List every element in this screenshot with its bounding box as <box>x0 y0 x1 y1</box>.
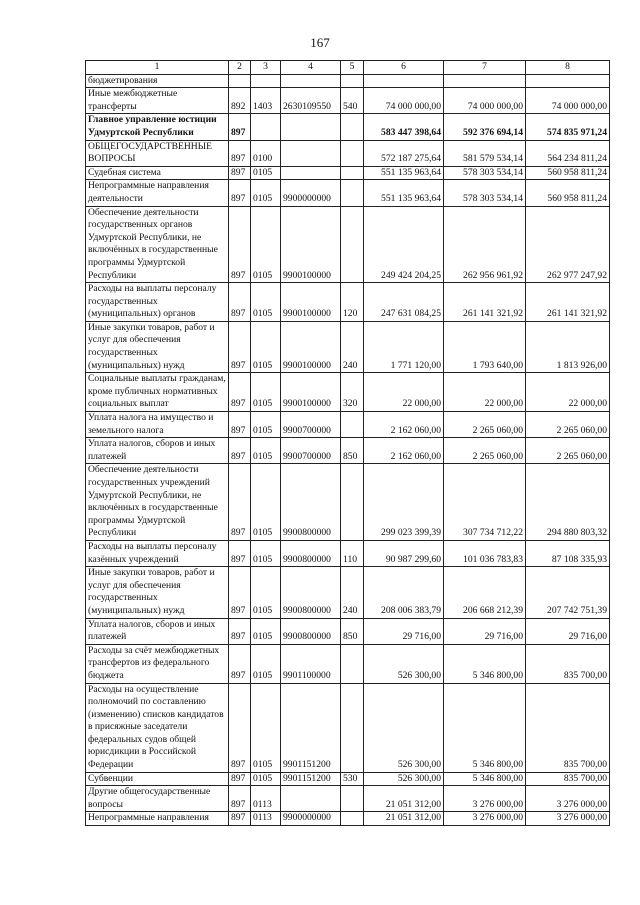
table-row <box>86 88 610 114</box>
amount-col7-cell: 22 000,00 <box>444 373 526 412</box>
expense-type-cell <box>341 166 364 180</box>
expense-type-cell <box>341 206 364 283</box>
amount-col6-cell: 2 162 060,00 <box>364 438 444 464</box>
admin-code-cell: 897 <box>229 567 251 618</box>
amount-col6-cell: 22 000,00 <box>364 373 444 412</box>
table-row <box>86 683 610 772</box>
section-code-cell: 0105 <box>251 373 281 412</box>
amount-col8-cell: 262 977 247,92 <box>526 206 610 283</box>
amount-col6-cell: 247 631 084,25 <box>364 283 444 322</box>
table-row <box>86 786 610 812</box>
admin-code-cell: 897 <box>229 114 251 140</box>
expense-type-cell: 320 <box>341 373 364 412</box>
target-article-cell: 9900800000 <box>281 464 341 541</box>
amount-col8-cell <box>526 74 610 88</box>
expense-type-cell <box>341 464 364 541</box>
target-article-cell: 9901151200 <box>281 772 341 786</box>
section-code-cell: 0100 <box>251 140 281 166</box>
column-header: 5 <box>341 61 364 75</box>
table-row <box>86 74 610 88</box>
admin-code-cell: 897 <box>229 786 251 812</box>
table-row <box>86 618 610 644</box>
section-code-cell: 0113 <box>251 812 281 826</box>
row-name-cell: Расходы на выплаты персоналу казённых учреждений <box>86 540 229 566</box>
target-article-cell: 9900800000 <box>281 540 341 566</box>
target-article-cell: 9901100000 <box>281 644 341 683</box>
amount-col7-cell: 3 276 000,00 <box>444 786 526 812</box>
table-row <box>86 140 610 166</box>
amount-col7-cell: 3 276 000,00 <box>444 812 526 826</box>
target-article-cell <box>281 114 341 140</box>
column-header: 3 <box>251 61 281 75</box>
target-article-cell: 9900800000 <box>281 567 341 618</box>
amount-col7-cell: 101 036 783,83 <box>444 540 526 566</box>
section-code-cell: 1403 <box>251 88 281 114</box>
amount-col6-cell: 526 300,00 <box>364 772 444 786</box>
section-code-cell: 0105 <box>251 438 281 464</box>
row-name-cell: Иные межбюджетные трансферты <box>86 88 229 114</box>
admin-code-cell: 897 <box>229 438 251 464</box>
target-article-cell: 9900100000 <box>281 283 341 322</box>
table-row <box>86 206 610 283</box>
admin-code-cell: 897 <box>229 644 251 683</box>
row-name-cell: Иные закупки товаров, работ и услуг для обеспечения государственных (муниципальных) нужд <box>86 321 229 372</box>
expense-type-cell <box>341 786 364 812</box>
amount-col6-cell: 526 300,00 <box>364 644 444 683</box>
table-row <box>86 644 610 683</box>
admin-code-cell: 897 <box>229 412 251 438</box>
amount-col8-cell: 835 700,00 <box>526 683 610 772</box>
amount-col7-cell: 592 376 694,14 <box>444 114 526 140</box>
expense-type-cell <box>341 812 364 826</box>
amount-col6-cell: 583 447 398,64 <box>364 114 444 140</box>
section-code-cell: 0105 <box>251 618 281 644</box>
budget-table <box>85 60 610 826</box>
section-code-cell: 0105 <box>251 644 281 683</box>
amount-col8-cell: 560 958 811,24 <box>526 180 610 206</box>
amount-col8-cell: 294 880 803,32 <box>526 464 610 541</box>
target-article-cell: 2630109550 <box>281 88 341 114</box>
target-article-cell <box>281 74 341 88</box>
expense-type-cell <box>341 140 364 166</box>
amount-col7-cell: 2 265 060,00 <box>444 412 526 438</box>
amount-col8-cell: 835 700,00 <box>526 644 610 683</box>
admin-code-cell: 897 <box>229 464 251 541</box>
row-name-cell: Расходы на выплаты персоналу государственных (муниципальных) органов <box>86 283 229 322</box>
section-code-cell: 0105 <box>251 206 281 283</box>
row-name-cell: Уплата налога на имущество и земельного налога <box>86 412 229 438</box>
amount-col8-cell: 74 000 000,00 <box>526 88 610 114</box>
expense-type-cell <box>341 74 364 88</box>
amount-col6-cell <box>364 74 444 88</box>
expense-type-cell: 850 <box>341 618 364 644</box>
amount-col8-cell: 87 108 335,93 <box>526 540 610 566</box>
expense-type-cell <box>341 412 364 438</box>
section-code-cell: 0105 <box>251 180 281 206</box>
row-name-cell: Другие общегосударственные вопросы <box>86 786 229 812</box>
row-name-cell: Субвенции <box>86 772 229 786</box>
admin-code-cell: 897 <box>229 180 251 206</box>
amount-col6-cell: 208 006 383,79 <box>364 567 444 618</box>
table-header-row <box>86 61 610 75</box>
amount-col8-cell: 1 813 926,00 <box>526 321 610 372</box>
amount-col7-cell: 581 579 534,14 <box>444 140 526 166</box>
row-name-cell: бюджетирования <box>86 74 229 88</box>
row-name-cell: Главное управление юстиции Удмуртской Республики <box>86 114 229 140</box>
target-article-cell: 9900000000 <box>281 812 341 826</box>
amount-col7-cell: 2 265 060,00 <box>444 438 526 464</box>
expense-type-cell <box>341 114 364 140</box>
section-code-cell <box>251 74 281 88</box>
expense-type-cell <box>341 683 364 772</box>
amount-col8-cell: 22 000,00 <box>526 373 610 412</box>
expense-type-cell <box>341 180 364 206</box>
amount-col7-cell: 206 668 212,39 <box>444 567 526 618</box>
table-row <box>86 412 610 438</box>
row-name-cell: Расходы за счёт межбюджетных трансфертов из федерального бюджета <box>86 644 229 683</box>
table-row <box>86 114 610 140</box>
amount-col7-cell: 578 303 534,14 <box>444 180 526 206</box>
admin-code-cell: 897 <box>229 683 251 772</box>
section-code-cell: 0105 <box>251 464 281 541</box>
row-name-cell: Обеспечение деятельности государственных учреждений Удмуртской Республики, не включённых в государственные программы Удмуртской Республики <box>86 464 229 541</box>
target-article-cell: 9900100000 <box>281 206 341 283</box>
section-code-cell: 0105 <box>251 321 281 372</box>
amount-col8-cell: 29 716,00 <box>526 618 610 644</box>
amount-col7-cell: 262 956 961,92 <box>444 206 526 283</box>
amount-col7-cell: 307 734 712,22 <box>444 464 526 541</box>
amount-col8-cell: 560 958 811,24 <box>526 166 610 180</box>
section-code-cell: 0105 <box>251 283 281 322</box>
target-article-cell: 9901151200 <box>281 683 341 772</box>
amount-col7-cell: 578 303 534,14 <box>444 166 526 180</box>
target-article-cell: 9900100000 <box>281 321 341 372</box>
amount-col8-cell: 835 700,00 <box>526 772 610 786</box>
target-article-cell: 9900800000 <box>281 618 341 644</box>
target-article-cell <box>281 786 341 812</box>
amount-col7-cell: 74 000 000,00 <box>444 88 526 114</box>
amount-col8-cell: 3 276 000,00 <box>526 812 610 826</box>
amount-col6-cell: 249 424 204,25 <box>364 206 444 283</box>
target-article-cell <box>281 140 341 166</box>
target-article-cell: 9900100000 <box>281 373 341 412</box>
admin-code-cell: 897 <box>229 206 251 283</box>
table-row <box>86 567 610 618</box>
row-name-cell: ОБЩЕГОСУДАРСТВЕННЫЕ ВОПРОСЫ <box>86 140 229 166</box>
amount-col6-cell: 551 135 963,64 <box>364 166 444 180</box>
section-code-cell: 0105 <box>251 412 281 438</box>
expense-type-cell: 850 <box>341 438 364 464</box>
section-code-cell: 0105 <box>251 567 281 618</box>
expense-type-cell: 240 <box>341 321 364 372</box>
column-header: 4 <box>281 61 341 75</box>
row-name-cell: Непрограммные направления <box>86 812 229 826</box>
admin-code-cell: 897 <box>229 812 251 826</box>
row-name-cell: Обеспечение деятельности государственных органов Удмуртской Республики, не включённых в государственные программы Удмуртской Республики <box>86 206 229 283</box>
section-code-cell: 0105 <box>251 683 281 772</box>
amount-col6-cell: 29 716,00 <box>364 618 444 644</box>
admin-code-cell: 897 <box>229 373 251 412</box>
table-row <box>86 464 610 541</box>
column-header: 6 <box>364 61 444 75</box>
amount-col6-cell: 2 162 060,00 <box>364 412 444 438</box>
row-name-cell: Иные закупки товаров, работ и услуг для обеспечения государственных (муниципальных) нужд <box>86 567 229 618</box>
column-header: 2 <box>229 61 251 75</box>
amount-col7-cell: 5 346 800,00 <box>444 772 526 786</box>
column-header: 1 <box>86 61 229 75</box>
amount-col6-cell: 572 187 275,64 <box>364 140 444 166</box>
target-article-cell: 9900700000 <box>281 438 341 464</box>
expense-type-cell: 540 <box>341 88 364 114</box>
amount-col6-cell: 551 135 963,64 <box>364 180 444 206</box>
amount-col6-cell: 21 051 312,00 <box>364 786 444 812</box>
section-code-cell <box>251 114 281 140</box>
expense-type-cell: 240 <box>341 567 364 618</box>
table-row <box>86 283 610 322</box>
table-row <box>86 321 610 372</box>
target-article-cell <box>281 166 341 180</box>
expense-type-cell: 530 <box>341 772 364 786</box>
row-name-cell: Непрограммные направления деятельности <box>86 180 229 206</box>
table-row <box>86 166 610 180</box>
admin-code-cell: 897 <box>229 166 251 180</box>
row-name-cell: Судебная система <box>86 166 229 180</box>
section-code-cell: 0105 <box>251 166 281 180</box>
amount-col7-cell <box>444 74 526 88</box>
table-row <box>86 373 610 412</box>
amount-col8-cell: 207 742 751,39 <box>526 567 610 618</box>
row-name-cell: Уплата налогов, сборов и иных платежей <box>86 438 229 464</box>
table-row <box>86 772 610 786</box>
amount-col8-cell: 3 276 000,00 <box>526 786 610 812</box>
amount-col8-cell: 261 141 321,92 <box>526 283 610 322</box>
amount-col8-cell: 2 265 060,00 <box>526 438 610 464</box>
amount-col7-cell: 261 141 321,92 <box>444 283 526 322</box>
amount-col8-cell: 574 835 971,24 <box>526 114 610 140</box>
row-name-cell: Расходы на осуществление полномочий по составлению (изменению) списков кандидатов в присяжные заседатели федеральных судов общей юрисдикции в Российской Федерации <box>86 683 229 772</box>
page-number: 167 <box>310 35 330 50</box>
amount-col6-cell: 74 000 000,00 <box>364 88 444 114</box>
expense-type-cell: 120 <box>341 283 364 322</box>
amount-col8-cell: 2 265 060,00 <box>526 412 610 438</box>
admin-code-cell: 897 <box>229 618 251 644</box>
expense-type-cell: 110 <box>341 540 364 566</box>
row-name-cell: Уплата налогов, сборов и иных платежей <box>86 618 229 644</box>
amount-col6-cell: 21 051 312,00 <box>364 812 444 826</box>
column-header: 8 <box>526 61 610 75</box>
expense-type-cell <box>341 644 364 683</box>
table-row <box>86 438 610 464</box>
amount-col6-cell: 90 987 299,60 <box>364 540 444 566</box>
row-name-cell: Социальные выплаты гражданам, кроме публичных нормативных социальных выплат <box>86 373 229 412</box>
table-row <box>86 180 610 206</box>
table-row <box>86 540 610 566</box>
amount-col8-cell: 564 234 811,24 <box>526 140 610 166</box>
table-row <box>86 812 610 826</box>
admin-code-cell: 897 <box>229 321 251 372</box>
admin-code-cell <box>229 74 251 88</box>
target-article-cell: 9900700000 <box>281 412 341 438</box>
amount-col7-cell: 5 346 800,00 <box>444 683 526 772</box>
amount-col6-cell: 526 300,00 <box>364 683 444 772</box>
column-header: 7 <box>444 61 526 75</box>
section-code-cell: 0105 <box>251 772 281 786</box>
amount-col7-cell: 5 346 800,00 <box>444 644 526 683</box>
admin-code-cell: 892 <box>229 88 251 114</box>
amount-col7-cell: 29 716,00 <box>444 618 526 644</box>
admin-code-cell: 897 <box>229 540 251 566</box>
section-code-cell: 0105 <box>251 540 281 566</box>
section-code-cell: 0113 <box>251 786 281 812</box>
amount-col6-cell: 299 023 399,39 <box>364 464 444 541</box>
amount-col7-cell: 1 793 640,00 <box>444 321 526 372</box>
admin-code-cell: 897 <box>229 283 251 322</box>
target-article-cell: 9900000000 <box>281 180 341 206</box>
admin-code-cell: 897 <box>229 140 251 166</box>
admin-code-cell: 897 <box>229 772 251 786</box>
amount-col6-cell: 1 771 120,00 <box>364 321 444 372</box>
